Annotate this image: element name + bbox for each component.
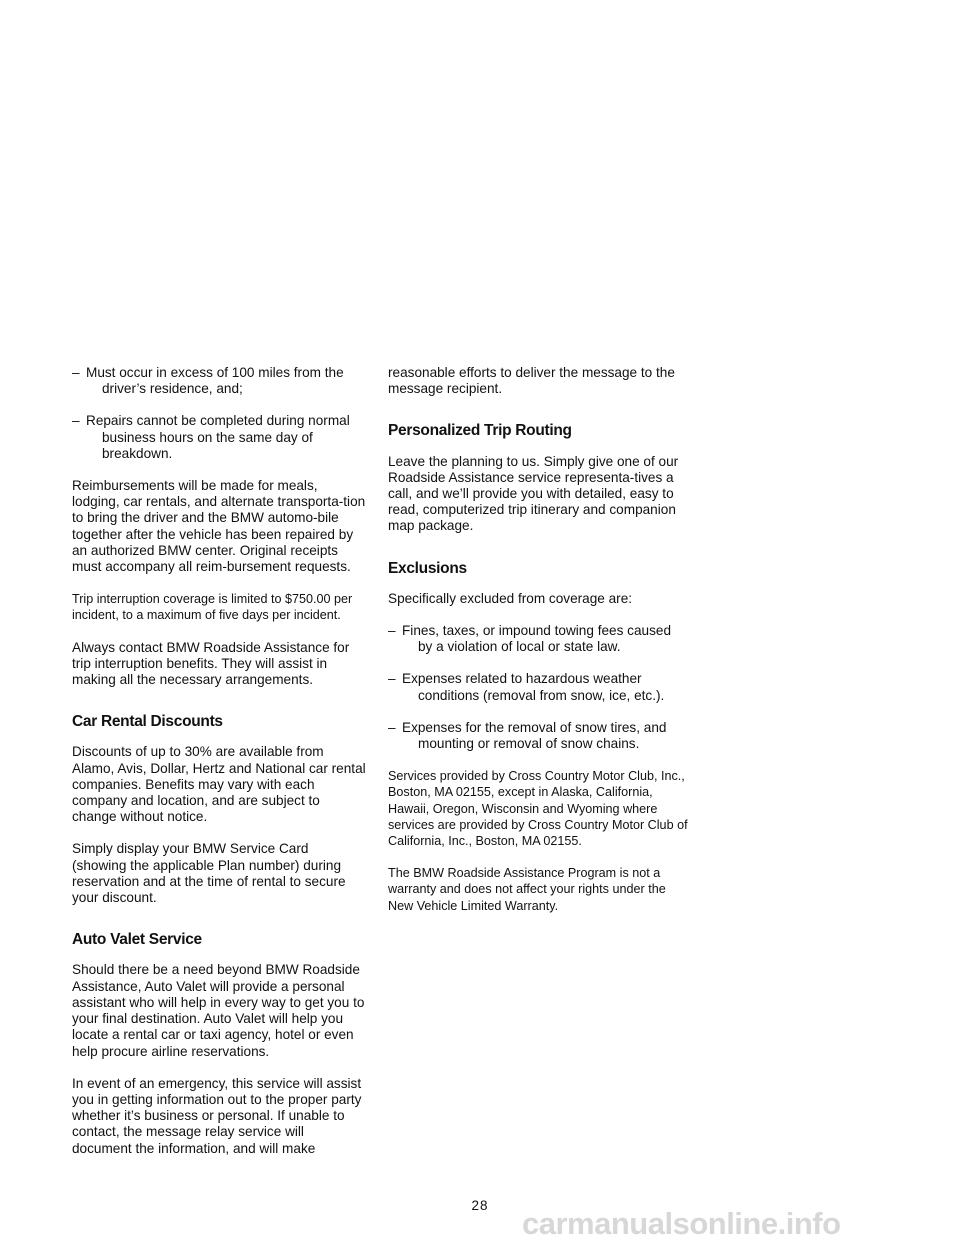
program-disclaimer-paragraph: The BMW Roadside Assistance Program is not a warranty and does not affect your rights under the New Vehicle Limited Warranty. bbox=[388, 866, 666, 913]
right-column bbox=[388, 365, 688, 930]
auto-valet-paragraph-1: Should there be a need beyond BMW Roadside Assistance, Auto Valet will provide a personal assistant who will help in every way to get you to your final destination. Auto Valet will help you locate a rental car or taxi agency, hotel or even help procure airline reservations. bbox=[72, 962, 365, 1059]
bullet-repairs bbox=[72, 413, 366, 462]
bullet-dash: – bbox=[388, 719, 396, 735]
trip-routing-paragraph: Leave the planning to us. Simply give one of our Roadside Assistance service representa-tives a call, and we’ll provide you with detailed, easy to read, computerized trip itinerary and companion map package. bbox=[388, 453, 679, 534]
contact-paragraph: Always contact BMW Roadside Assistance for trip interruption benefits. They will assist in making all the necessary arrangements. bbox=[72, 639, 350, 688]
bullet-dash: – bbox=[72, 365, 80, 380]
page-number: 28 bbox=[471, 1198, 489, 1213]
bullet-text: Repairs cannot be completed during normal business hours on the same day of breakdown. bbox=[86, 413, 350, 461]
coverage-limit-paragraph: Trip interruption coverage is limited to $750.00 per incident, to a maximum of five days per incident. bbox=[72, 592, 353, 623]
car-rental-paragraph-1: Discounts of up to 30% are available from Alamo, Avis, Dollar, Hertz and National car rental companies. Benefits may vary with each company and location, and are subject to change without notice. bbox=[72, 744, 366, 825]
bullet-text: Fines, taxes, or impound towing fees caused by a violation of local or state law. bbox=[402, 623, 672, 655]
heading-personalized-trip-routing: Personalized Trip Routing bbox=[388, 422, 572, 440]
heading-exclusions: Exclusions bbox=[388, 559, 467, 577]
exclusions-intro: Specifically excluded from coverage are: bbox=[388, 590, 633, 606]
bullet-dash: – bbox=[388, 671, 396, 687]
bullet-text: Must occur in excess of 100 miles from the driver’s residence, and; bbox=[86, 365, 344, 397]
bullet-distance bbox=[72, 365, 366, 397]
exclusion-weather bbox=[388, 671, 688, 703]
heading-car-rental-discounts: Car Rental Discounts bbox=[72, 713, 223, 731]
reimbursement-paragraph: Reimbursements will be made for meals, lodging, car rentals, and alternate transporta-tion to bring the driver and the BMW automo-bile together after the vehicle has been repaired by an authorized BMW center. Original receipts must accompany all reim-bursement requests. bbox=[72, 478, 366, 575]
bullet-text: Expenses for the removal of snow tires, and mounting or removal of snow chains. bbox=[402, 719, 667, 752]
car-rental-paragraph-2: Simply display your BMW Service Card (showing the applicable Plan number) during reservation and at the time of rental to secure your discount. bbox=[72, 841, 346, 906]
watermark: carmanualsonline.info bbox=[522, 1206, 841, 1240]
bullet-text: Expenses related to hazardous weather conditions (removal from snow, ice, etc.). bbox=[402, 671, 665, 703]
heading-auto-valet-service: Auto Valet Service bbox=[72, 931, 202, 949]
continued-paragraph: reasonable efforts to deliver the message to the message recipient. bbox=[388, 365, 675, 397]
services-provider-paragraph: Services provided by Cross Country Motor Club, Inc., Boston, MA 02155, except in Alaska, California, Hawaii, Oregon, Wisconsin and Wyoming where services are provided by Cross Country Motor Club of California, Inc., Boston, MA 02155. bbox=[388, 769, 688, 849]
exclusion-snow-tires bbox=[388, 720, 688, 752]
exclusion-fines bbox=[388, 623, 688, 655]
auto-valet-paragraph-2: In event of an emergency, this service will assist you in getting information out to the proper party whether it’s business or personal. If unable to contact, the message relay service will document the information, and will make bbox=[72, 1075, 362, 1156]
bullet-dash: – bbox=[388, 623, 396, 639]
left-column bbox=[72, 365, 366, 1173]
bullet-dash: – bbox=[72, 413, 80, 429]
